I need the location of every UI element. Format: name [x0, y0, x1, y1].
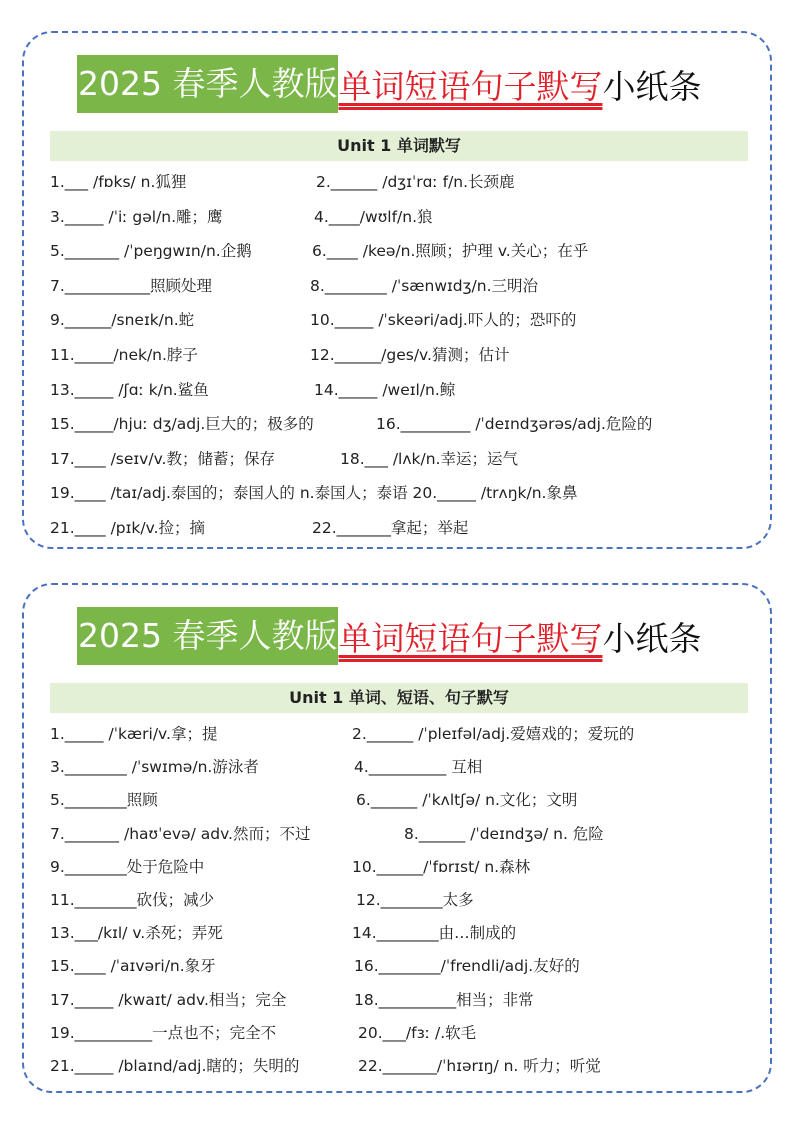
word-item-left: 7._______ /haʊˈevə/ adv.然而；不过 [50, 824, 311, 843]
word-row [50, 411, 750, 437]
word-row [50, 238, 750, 264]
section-header: Unit 1 单词、短语、句子默写 [50, 683, 748, 713]
word-item-right: 14._____ /weɪl/n.鲸 [314, 380, 456, 399]
word-item-right: 10.______/ˈfɒrɪst/ n.森林 [352, 857, 531, 876]
word-item-left: 9.______/sneɪk/n.蛇 [50, 311, 195, 330]
title-green-part: 2025 春季人教版 [77, 607, 338, 665]
title-red-part: 单词短语句子默写 [338, 618, 603, 658]
word-item-left: 9.________处于危险中 [50, 857, 205, 876]
word-item-right: 14.________由…制成的 [352, 924, 517, 943]
word-item-left: 17._____ /kwaɪt/ adv.相当；完全 [50, 990, 287, 1009]
word-item-right: 2.______ /dʒɪˈrɑː f/n.长颈鹿 [316, 173, 515, 191]
word-row [50, 854, 750, 880]
word-item-right: 22._______拿起；举起 [312, 519, 469, 537]
word-row [50, 1053, 750, 1079]
word-row [50, 515, 750, 541]
dictation-card-1 [22, 31, 772, 549]
word-row [50, 480, 750, 506]
word-row [50, 169, 750, 195]
word-item-left: 5.________照顾 [50, 791, 158, 810]
word-item-right: 6.______ /ˈkʌltʃə/ n.文化；文明 [356, 791, 578, 810]
word-item-right: 22._______/ˈhɪərɪŋ/ n. 听力；听觉 [358, 1057, 601, 1075]
word-item-left: 11._____/nek/n.脖子 [50, 346, 198, 364]
word-item-right: 4.____/wʊlf/n.狼 [314, 207, 433, 226]
word-item-left: 13.___/kɪl/ v.杀死；弄死 [50, 924, 223, 943]
word-item-right: 16.________/ˈfrendli/adj.友好的 [354, 957, 580, 976]
word-row [50, 1020, 750, 1046]
word-item-right: 2.______ /ˈpleɪfəl/adj.爱嬉戏的；爱玩的 [352, 725, 635, 743]
word-item-left: 17.____ /seɪv/v.教；储蓄；保存 [50, 449, 275, 468]
word-item-right: 8.______ /ˈdeɪndʒə/ n. 危险 [404, 824, 604, 843]
word-row [50, 887, 750, 913]
word-item-left: 21._____ /blaɪnd/adj.瞎的；失明的 [50, 1057, 300, 1075]
word-item-right: 16._________ /ˈdeɪndʒərəs/adj.危险的 [376, 415, 653, 434]
dictation-card-2 [22, 583, 772, 1093]
word-item-right: 18.___ /lʌk/n.幸运；运气 [340, 449, 518, 468]
title-green-part: 2025 春季人教版 [77, 55, 338, 113]
word-row [50, 987, 750, 1013]
word-row [50, 787, 750, 813]
title-black-part: 小纸条 [602, 66, 702, 106]
word-item-left: 1._____ /ˈkæri/v.拿；提 [50, 725, 218, 743]
word-item-left: 13._____ /ʃɑː k/n.鲨鱼 [50, 380, 209, 399]
word-row [50, 920, 750, 946]
word-item-left: 1.___ /fɒks/ n.狐狸 [50, 173, 187, 191]
word-item-right: 4.__________ 互相 [354, 758, 483, 777]
word-row [50, 307, 750, 333]
word-item-left: 3._____ /ˈiː gəl/n.雕；鹰 [50, 207, 223, 226]
word-row [50, 754, 750, 780]
word-item-left: 15.____ /ˈaɪvəri/n.象牙 [50, 957, 216, 976]
card-title [77, 55, 701, 113]
word-item-left: 7.___________照顾处理 [50, 276, 213, 295]
word-item-left: 19.__________一点也不；完全不 [50, 1023, 277, 1042]
word-item-left: 19.____ /taɪ/adj.泰国的；泰国人的 n.泰国人；泰语 20._____ /trʌŋk/n.象鼻 [50, 484, 578, 503]
word-item-right: 12.______/ges/v.猜测；估计 [310, 346, 510, 364]
word-row [50, 821, 750, 847]
word-item-left: 15._____/hjuː dʒ/adj.巨大的；极多的 [50, 415, 314, 434]
word-item-right: 12.________太多 [356, 891, 474, 909]
word-row [50, 342, 750, 368]
card-title [77, 607, 701, 665]
word-row [50, 204, 750, 230]
word-row [50, 446, 750, 472]
word-row [50, 721, 750, 747]
title-black-part: 小纸条 [602, 618, 702, 658]
word-item-right: 6.____ /keə/n.照顾；护理 v.关心；在乎 [312, 242, 589, 261]
word-item-right: 8.________ /ˈsænwɪdʒ/n.三明治 [310, 276, 539, 295]
word-item-left: 3.________ /ˈswɪmə/n.游泳者 [50, 758, 259, 777]
word-row [50, 273, 750, 299]
word-item-left: 5._______ /ˈpeŋgwɪn/n.企鹅 [50, 242, 252, 261]
section-header: Unit 1 单词默写 [50, 131, 748, 161]
title-red-part: 单词短语句子默写 [338, 66, 603, 106]
word-item-right: 20.___/fɜː /.软毛 [358, 1023, 477, 1042]
word-item-right: 10._____ /ˈskeəri/adj.吓人的；恐吓的 [310, 311, 577, 330]
word-item-right: 18.__________相当；非常 [354, 990, 534, 1009]
word-item-left: 21.____ /pɪk/v.捡；摘 [50, 519, 205, 537]
word-row [50, 377, 750, 403]
word-row [50, 953, 750, 979]
word-item-left: 11.________砍伐；减少 [50, 891, 215, 909]
